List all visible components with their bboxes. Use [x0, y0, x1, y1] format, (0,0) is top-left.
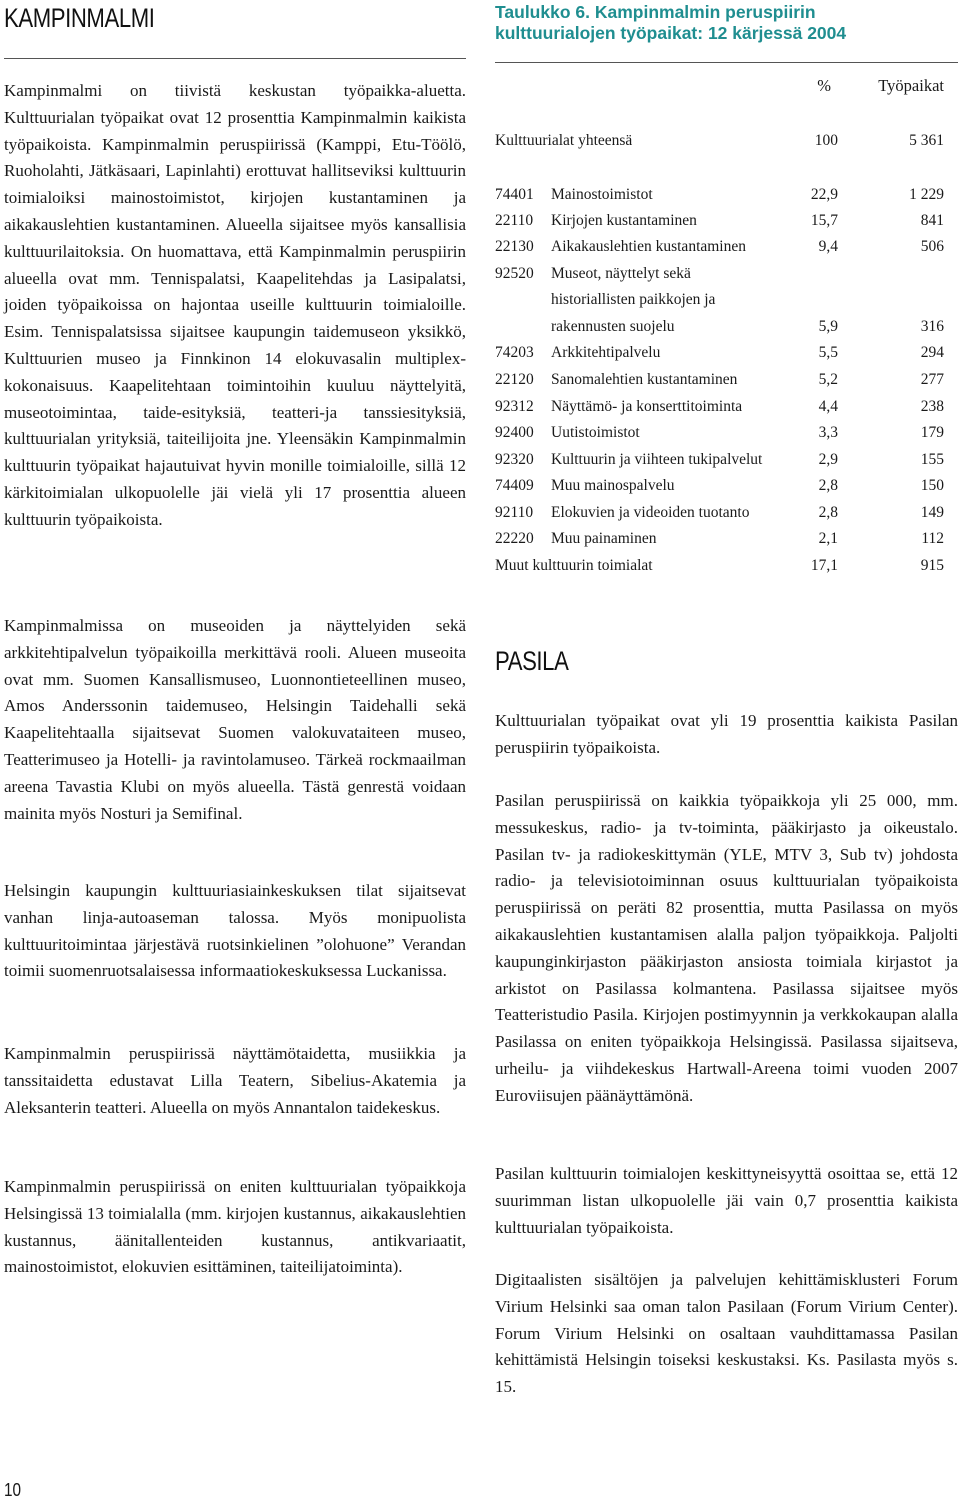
- row-jobs: 179: [920, 424, 944, 441]
- row-code: 92110: [495, 504, 534, 521]
- table-top-divider: [495, 62, 958, 63]
- paragraph-performing-arts: Kampinmalmin peruspiirissä näyttämötaidetta, musiikkia ja tanssitaidetta edustavat Lilla Teatern, Sibelius-Akatemia ja Aleksanterin teatteri. Alueella on myös Annantalon taidekeskus.: [4, 1044, 466, 1117]
- row-name: Näyttämö- ja konserttitoiminta: [551, 398, 743, 415]
- table-row: [495, 421, 958, 445]
- row-name-continued: rakennusten suojelu: [551, 318, 675, 335]
- row-code: 92400: [495, 424, 534, 441]
- row-percent: 5,2: [818, 371, 838, 388]
- row-name: Aikakauslehtien kustantaminen: [551, 238, 746, 255]
- row-code: 22130: [495, 238, 534, 255]
- paragraph-pasila-concentration: Pasilan kulttuurin toimialojen keskittyneisyyttä osoittaa se, että 12 suurimman listan ulkopuolelle jäi vain 0,7 prosenttia kaikista kulttuurialan työpaikoista.: [495, 1164, 958, 1237]
- row-percent: 2,1: [818, 530, 838, 547]
- row-percent: 2,8: [818, 477, 838, 494]
- row-jobs: 316: [920, 318, 944, 335]
- row-jobs: 506: [920, 238, 944, 255]
- row-jobs: 915: [920, 557, 944, 574]
- table-row: [495, 395, 958, 419]
- table-row: [495, 501, 958, 525]
- row-percent: 22,9: [810, 186, 838, 203]
- section-title-kampinmalmi: KAMPINMALMI: [4, 3, 155, 33]
- row-jobs: 277: [920, 371, 944, 388]
- row-code: 22120: [495, 371, 534, 388]
- section-title-pasila: PASILA: [495, 646, 569, 676]
- row-name: Muu mainospalvelu: [551, 477, 675, 494]
- row-code: 92520: [495, 265, 534, 282]
- row-name-continued: historiallisten paikkojen ja: [551, 291, 716, 308]
- column-header-percent: %: [817, 76, 831, 95]
- paragraph-pasila-jobs: Pasilan peruspiirissä on kaikkia työpaikkoja yli 25 000, mm. messukeskus, radio- ja tv-toiminta, pääkirjasto ja oikeustalo. Pasilan tv- ja radiokeskittymän (YLE, MTV 3, Sub tv) johdosta radio- ja televisiotoiminnan osuus kulttuurialan työpaikoista peruspiirissä on peräti 82 prosenttia, mutta Pasilassa on myös aikakauslehtien kustantamisen alalla paljon työpaikkoja. Paljolti kaupunginkirjaston pääkirjaston ansiosta toimiala kirjastot ja arkistot on Pasilassa kolmantena. Pasilassa sijaitsee myös Teatteristudio Pasila. Kirjojen postimyynnin ja verkkokaupan alalla Pasilassa on eniten työpaikkoja Helsingissä. Pasilassa sijaitseva, urheilu- ja viihdekeskus Hartwall-Areena toimi vuoden 2007 Euroviisujen päänäyttämönä.: [495, 791, 958, 1105]
- row-percent: 100: [814, 132, 838, 149]
- row-name: Kulttuurialat yhteensä: [495, 132, 633, 149]
- table-row-total: [495, 129, 958, 153]
- row-jobs: 294: [920, 344, 944, 361]
- row-jobs: 841: [920, 212, 944, 229]
- page-number: 10: [4, 1480, 22, 1500]
- title-divider: [4, 58, 466, 59]
- table-row: [495, 368, 958, 392]
- paragraph-cultural-center: Helsingin kaupungin kulttuuriasiainkeskuksen tilat sijaitsevat vanhan linja-autoaseman talossa. Myös monipuolista kulttuuritoimintaa järjestävä ruotsinkielinen ”olohuone” Verandan toimii suomenruotsalaisessa informaatiokeskuksessa Luckanissa.: [4, 881, 466, 981]
- column-header-jobs: Työpaikat: [878, 76, 944, 95]
- row-code: 92320: [495, 451, 534, 468]
- row-jobs: 155: [920, 451, 944, 468]
- row-jobs: 1 229: [909, 186, 944, 203]
- table-caption-line-2: kulttuurialojen työpaikat: 12 kärjessä 2004: [495, 23, 847, 43]
- table-row-continued: [495, 315, 958, 339]
- row-jobs: 238: [920, 398, 944, 415]
- table-row: [495, 527, 958, 551]
- row-code: 92312: [495, 398, 534, 415]
- table-row-other: [495, 554, 958, 578]
- table-row: [495, 209, 958, 233]
- row-code: 22110: [495, 212, 534, 229]
- table-row: [495, 183, 958, 207]
- paragraph-forum-virium: Digitaalisten sisältöjen ja palvelujen kehittämisklusteri Forum Virium Helsinki saa oman talon Pasilaan (Forum Virium Center). Forum Virium Helsinki on osaltaan vauhdittamassa Pasilan kehittämistä Helsingin toiseksi keskustaksi. Ks. Pasilasta myös s. 15.: [495, 1270, 958, 1397]
- row-name: Kirjojen kustantaminen: [551, 212, 697, 229]
- row-jobs: 112: [921, 530, 944, 547]
- paragraph-intro: Kampinmalmi on tiivistä keskustan työpaikka-aluetta. Kulttuurialan työpaikat ovat 12 prosenttia Kampinmalmin kaikista työpaikoista. Kampinmalmin peruspiirissä (Kamppi, Etu-Töölö, Ruoholahti, Jätkäsaari, Lapinlahti) erottuvat hallitseviksi kulttuurin toimialoiksi mainostoimistot, kirjojen kustantaminen ja aikakauslehtien kustantaminen. Alueella sijaitsee myös kansallisia kulttuurilaitoksia. On huomattava, että Kampinmalmin peruspiirin alueella ovat mm. Tennispalatsi, Kaapelitehdas ja Lasipalatsi, joiden työpaikoissa on hajontaa useille kulttuurin toimialoille. Esim. Tennispalatsissa sijaitsee kaupungin taidemuseon yksikkö, Kulttuurien museo ja Finnkinon 14 elokuvasalin multiplex-kokonaisuus. Kaapelitehtaan toimintoihin kuuluu näyttelyitä, museotoimintaa, taide-esityksiä, teatteri-ja tanssiesityksiä, kulttuurialan yrityksiä, taiteilijoita jne. Yleensäkin Kampinmalmin kulttuurin työpaikat hajautuivat hyvin monille toimialoille, sillä 12 kärkitoimialan ulkopuolelle jäi vielä yli 17 prosenttia alueen kulttuurin työpaikoista.: [4, 81, 466, 529]
- row-name: Muu painaminen: [551, 530, 657, 547]
- row-jobs: 149: [920, 504, 944, 521]
- row-code: 74203: [495, 344, 534, 361]
- paragraph-pasila-intro: Kulttuurialan työpaikat ovat yli 19 prosenttia kaikista Pasilan peruspiirin työpaikoista.: [495, 711, 958, 757]
- row-percent: 15,7: [810, 212, 838, 229]
- row-jobs: 5 361: [909, 132, 944, 149]
- row-name: Sanomalehtien kustantaminen: [551, 371, 738, 388]
- row-name: Uutistoimistot: [551, 424, 640, 441]
- table-row: [495, 262, 958, 286]
- row-percent: 4,4: [818, 398, 838, 415]
- row-name: Muut kulttuurin toimialat: [495, 557, 653, 574]
- table-row: [495, 474, 958, 498]
- table-row: [495, 341, 958, 365]
- row-percent: 2,8: [818, 504, 838, 521]
- paragraph-museums: Kampinmalmissa on museoiden ja näyttelyiden sekä arkkitehtipalvelun työpaikoilla merkittävä rooli. Alueen museoita ovat mm. Suomen Kansallismuseo, Luonnontieteellinen museo, Amos Anderssonin taidemuseo, Helsingin Taidehalli sekä Kaapelitehtaalla sijaitsevat Suomen valokuvataiteen museo, Teatterimuseo ja Hotelli- ja ravintolamuseo. Tärkeä rockmaailman areena Tavastia Klubi on myös alueella. Tästä genrestä voidaan mainita myös Nosturi ja Semifinal.: [4, 616, 466, 823]
- row-jobs: 150: [920, 477, 944, 494]
- row-percent: 2,9: [818, 451, 838, 468]
- row-percent: 3,3: [818, 424, 838, 441]
- row-code: 74401: [495, 186, 534, 203]
- row-name: Elokuvien ja videoiden tuotanto: [551, 504, 750, 521]
- row-name: Kulttuurin ja viihteen tukipalvelut: [551, 451, 763, 468]
- row-name: Mainostoimistot: [551, 186, 653, 203]
- table-header: [495, 76, 958, 100]
- row-name: Arkkitehtipalvelu: [551, 344, 661, 361]
- row-percent: 9,4: [818, 238, 838, 255]
- table-row-continued: [495, 288, 958, 312]
- row-percent: 5,9: [818, 318, 838, 335]
- table-row: [495, 448, 958, 472]
- row-percent: 17,1: [810, 557, 838, 574]
- table-caption-line-1: Taulukko 6. Kampinmalmin peruspiirin: [495, 2, 816, 22]
- paragraph-most-jobs: Kampinmalmin peruspiirissä on eniten kulttuurialan työpaikkoja Helsingissä 13 toimialalla (mm. kirjojen kustannus, aikakauslehtien kustannus, äänitallenteiden kustannus, antikvariaatit, mainostoimistot, elokuvien esittäminen, taiteilijatoiminta).: [4, 1177, 466, 1277]
- row-code: 22220: [495, 530, 534, 547]
- row-name: Museot, näyttelyt sekä: [551, 265, 691, 282]
- row-code: 74409: [495, 477, 534, 494]
- table-row: [495, 235, 958, 259]
- row-percent: 5,5: [818, 344, 838, 361]
- table-caption: [495, 2, 846, 44]
